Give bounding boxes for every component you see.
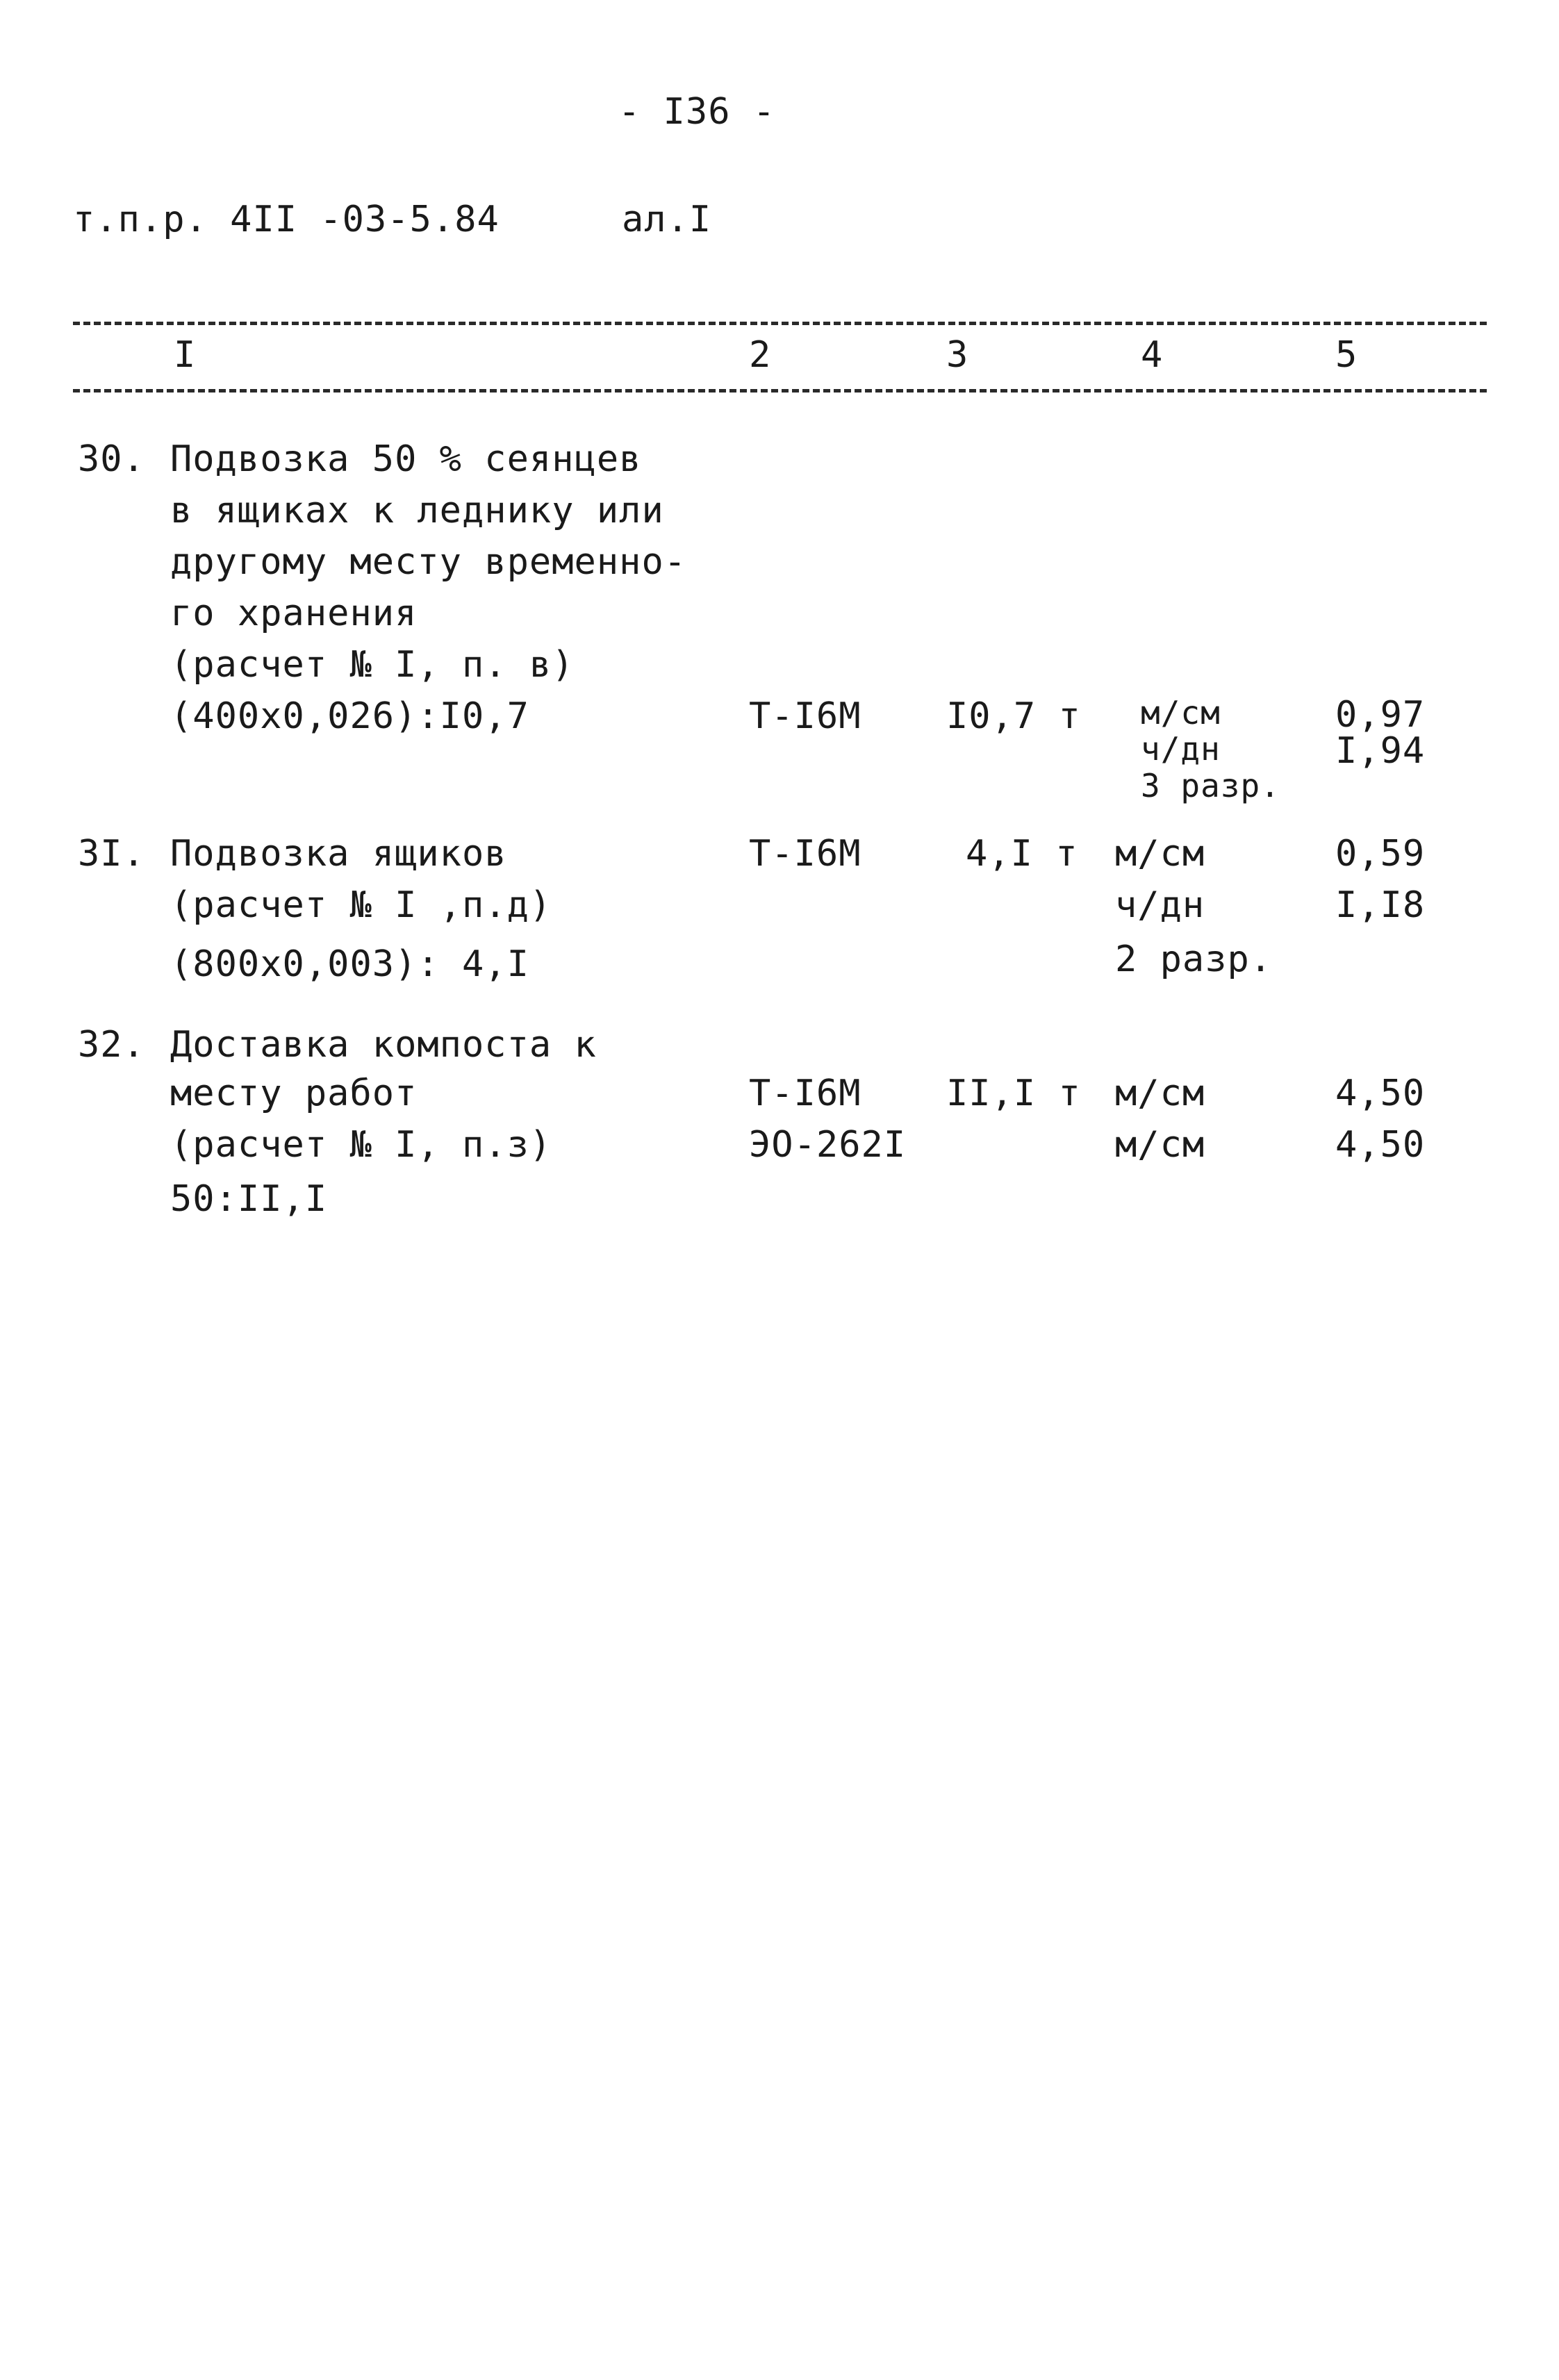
- row-value: 0,97: [1335, 694, 1426, 736]
- row-number: 32.: [78, 1024, 145, 1066]
- row-text-line: (расчет № I ,п.д): [170, 884, 552, 926]
- row-unit: 3 разр.: [1141, 767, 1280, 804]
- table-header-rule: [73, 389, 1487, 392]
- column-header-4: 4: [1141, 334, 1164, 376]
- row-unit: м/см: [1115, 1073, 1205, 1114]
- row-machine: Т-I6М: [749, 695, 861, 737]
- row-text-line: (расчет № I, п.з): [170, 1124, 552, 1166]
- column-header-1: I: [174, 334, 197, 376]
- row-text-line: го хранения: [170, 593, 418, 634]
- row-unit: ч/дн: [1141, 730, 1221, 768]
- row-text-line: Подвозка ящиков: [170, 833, 507, 875]
- table-top-rule: [73, 322, 1487, 325]
- row-text-line: (400х0,026):I0,7: [170, 695, 529, 737]
- row-machine: ЭО-262I: [749, 1124, 907, 1166]
- row-number: 30.: [78, 438, 145, 480]
- row-text-line: месту работ: [170, 1073, 418, 1114]
- row-amount: I0,7 т: [946, 695, 1081, 737]
- column-header-2: 2: [749, 334, 772, 376]
- row-unit: м/см: [1141, 694, 1221, 732]
- row-text-line: Доставка компоста к: [170, 1024, 597, 1066]
- row-value: I,94: [1335, 730, 1426, 772]
- row-text-line: в ящиках к леднику или: [170, 490, 664, 531]
- column-header-3: 3: [946, 334, 969, 376]
- row-value: 0,59: [1335, 833, 1426, 875]
- row-number: 3I.: [78, 833, 145, 875]
- row-unit: 2 разр.: [1115, 939, 1273, 980]
- row-amount: II,I т: [946, 1073, 1081, 1114]
- row-machine: Т-I6М: [749, 1073, 861, 1114]
- row-text-line: Подвозка 50 % сеянцев: [170, 438, 642, 480]
- row-unit: м/см: [1115, 1124, 1205, 1166]
- row-machine: Т-I6М: [749, 833, 861, 875]
- row-text-line: (расчет № I, п. в): [170, 644, 575, 686]
- row-unit: ч/дн: [1115, 884, 1205, 926]
- row-unit: м/см: [1115, 833, 1205, 875]
- row-text-line: 50:II,I: [170, 1178, 328, 1220]
- sheet-label: ал.I: [622, 199, 712, 240]
- column-header-5: 5: [1335, 334, 1358, 376]
- doc-reference: т.п.р. 4II -03-5.84: [73, 199, 500, 240]
- row-text-line: другому месту временно-: [170, 541, 687, 583]
- row-amount: 4,I т: [966, 833, 1078, 875]
- row-text-line: (800х0,003): 4,I: [170, 943, 529, 985]
- row-value: 4,50: [1335, 1124, 1426, 1166]
- page-number: - I36 -: [618, 91, 776, 133]
- row-value: I,I8: [1335, 884, 1426, 926]
- row-value: 4,50: [1335, 1073, 1426, 1114]
